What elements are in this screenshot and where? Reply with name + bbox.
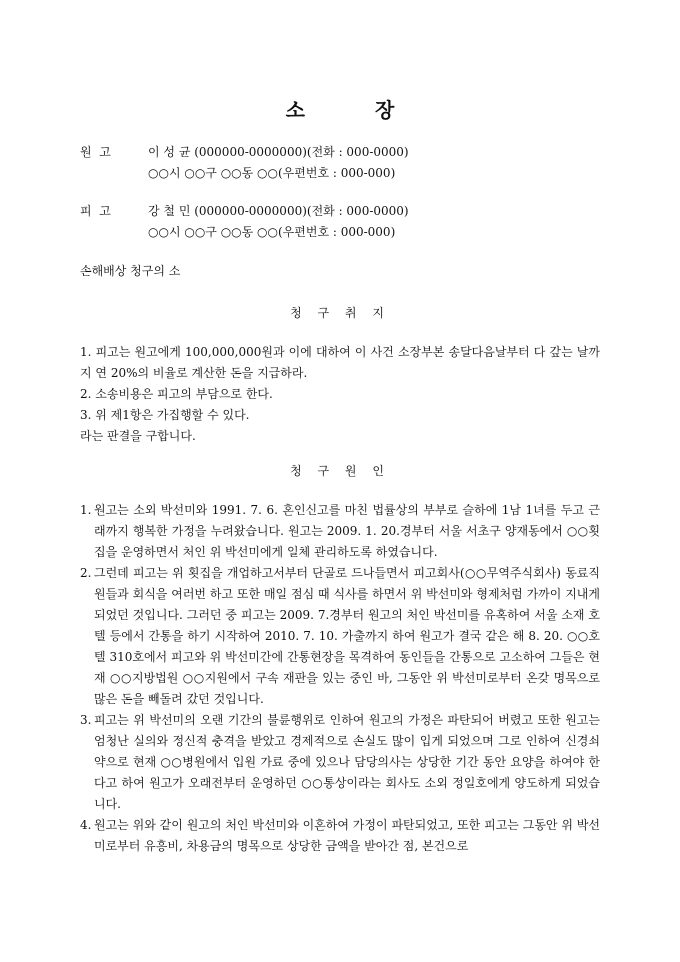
claim-name: 손해배상 청구의 소 [80, 264, 181, 278]
cause-item [80, 710, 600, 815]
purpose-list [80, 342, 600, 447]
cause-heading: 청 구 원 인 [290, 464, 390, 478]
cause-text: 피고는 위 박선미의 오랜 기간의 불륜행위로 인하여 원고의 가정은 파탄되어 버렸고 또한 원고는 엄청난 실의와 정신적 충격을 받았고 경제적으로 손실도 많이 입게 되었으며 그로 인하여 신경쇠약으로 현재 ○○병원에서 입원 가료 중에 있으나 담당의사는 상당한 기간 동안 요양을 하여야 한다고 하여 원고가 오래전부터 운영하던 ○○통상이라는 회사도 소외 정일호에게 양도하게 되었습니다. [94, 713, 600, 811]
cause-item [80, 563, 600, 710]
purpose-heading: 청 구 취 지 [290, 306, 390, 320]
cause-number: 3. [80, 713, 92, 727]
cause-text: 그런데 피고는 위 횟집을 개업하고서부터 단골로 드나들면서 피고회사(○○무역주식회사) 동료직원들과 회식을 여러번 하고 또한 매일 점심 때 식사를 하면서 위 박선미와 형제처럼 가까이 지내게 되었던 것입니다. 그러던 중 피고는 2009. 7.경부터 원고의 처인 박선미를 유혹하여 서울 소재 호텔 등에서 간통을 하기 시작하여 2010. 7. 10. 가출까지 하여 원고가 결국 같은 해 8. 20. ○○호텔 310호에서 피고와 위 박선미간에 간통현장을 목격하여 동인들을 간통으로 고소하여 그들은 현재 ○○지방법원 ○○지원에서 구속 재판을 있는 중인 바, 그동안 위 박선미로부터 온갖 명목으로 많은 돈을 빼돌려 갔던 것입니다. [94, 566, 600, 706]
purpose-item: 1. 피고는 원고에게 100,000,000원과 이에 대하여 이 사건 소장부본 송달다음날부터 다 갚는 날까지 연 20%의 비율로 계산한 돈을 지급하라. [80, 345, 600, 380]
plaintiff-name-line: 이 성 균 (000000-0000000)(전화 : 000-0000) [148, 145, 409, 159]
cause-number: 1. [80, 503, 92, 517]
cause-item [80, 500, 600, 563]
purpose-conclusion: 라는 판결을 구합니다. [80, 429, 196, 443]
plaintiff-address: ○○시 ○○구 ○○동 ○○(우편번호 : 000-000) [148, 166, 396, 180]
cause-number: 2. [80, 566, 92, 580]
defendant-role: 피 고 [80, 204, 111, 218]
plaintiff-block [80, 142, 640, 184]
defendant-name-line: 강 철 민 (000000-0000000)(전화 : 000-0000) [148, 204, 409, 218]
title-char-1: 소 [285, 98, 305, 122]
defendant-block [80, 201, 640, 243]
purpose-item: 2. 소송비용은 피고의 부담으로 한다. [80, 387, 273, 401]
document-title [0, 94, 680, 123]
cause-number: 4. [80, 818, 92, 832]
cause-text: 원고는 위와 같이 원고의 처인 박선미와 이혼하여 가정이 파탄되었고, 또한 피고는 그동안 위 박선미로부터 유흥비, 차용금의 명목으로 상당한 금액을 받아간 점, 본건으로 [94, 818, 600, 853]
defendant-address: ○○시 ○○구 ○○동 ○○(우편번호 : 000-000) [148, 225, 396, 239]
purpose-item: 3. 위 제1항은 가집행할 수 있다. [80, 408, 250, 422]
title-char-2: 장 [375, 98, 395, 122]
cause-list [80, 500, 600, 857]
cause-item [80, 815, 600, 857]
plaintiff-role: 원 고 [80, 145, 111, 159]
cause-text: 원고는 소외 박선미와 1991. 7. 6. 혼인신고를 마친 법률상의 부부로 슬하에 1남 1녀를 두고 근래까지 행복한 가정을 누려왔습니다. 원고는 2009. 1. 20.경부터 서울 서초구 양재동에서 ○○횟집을 운영하면서 처인 위 박선미에게 일체 관리하도록 하였습니다. [94, 503, 600, 559]
